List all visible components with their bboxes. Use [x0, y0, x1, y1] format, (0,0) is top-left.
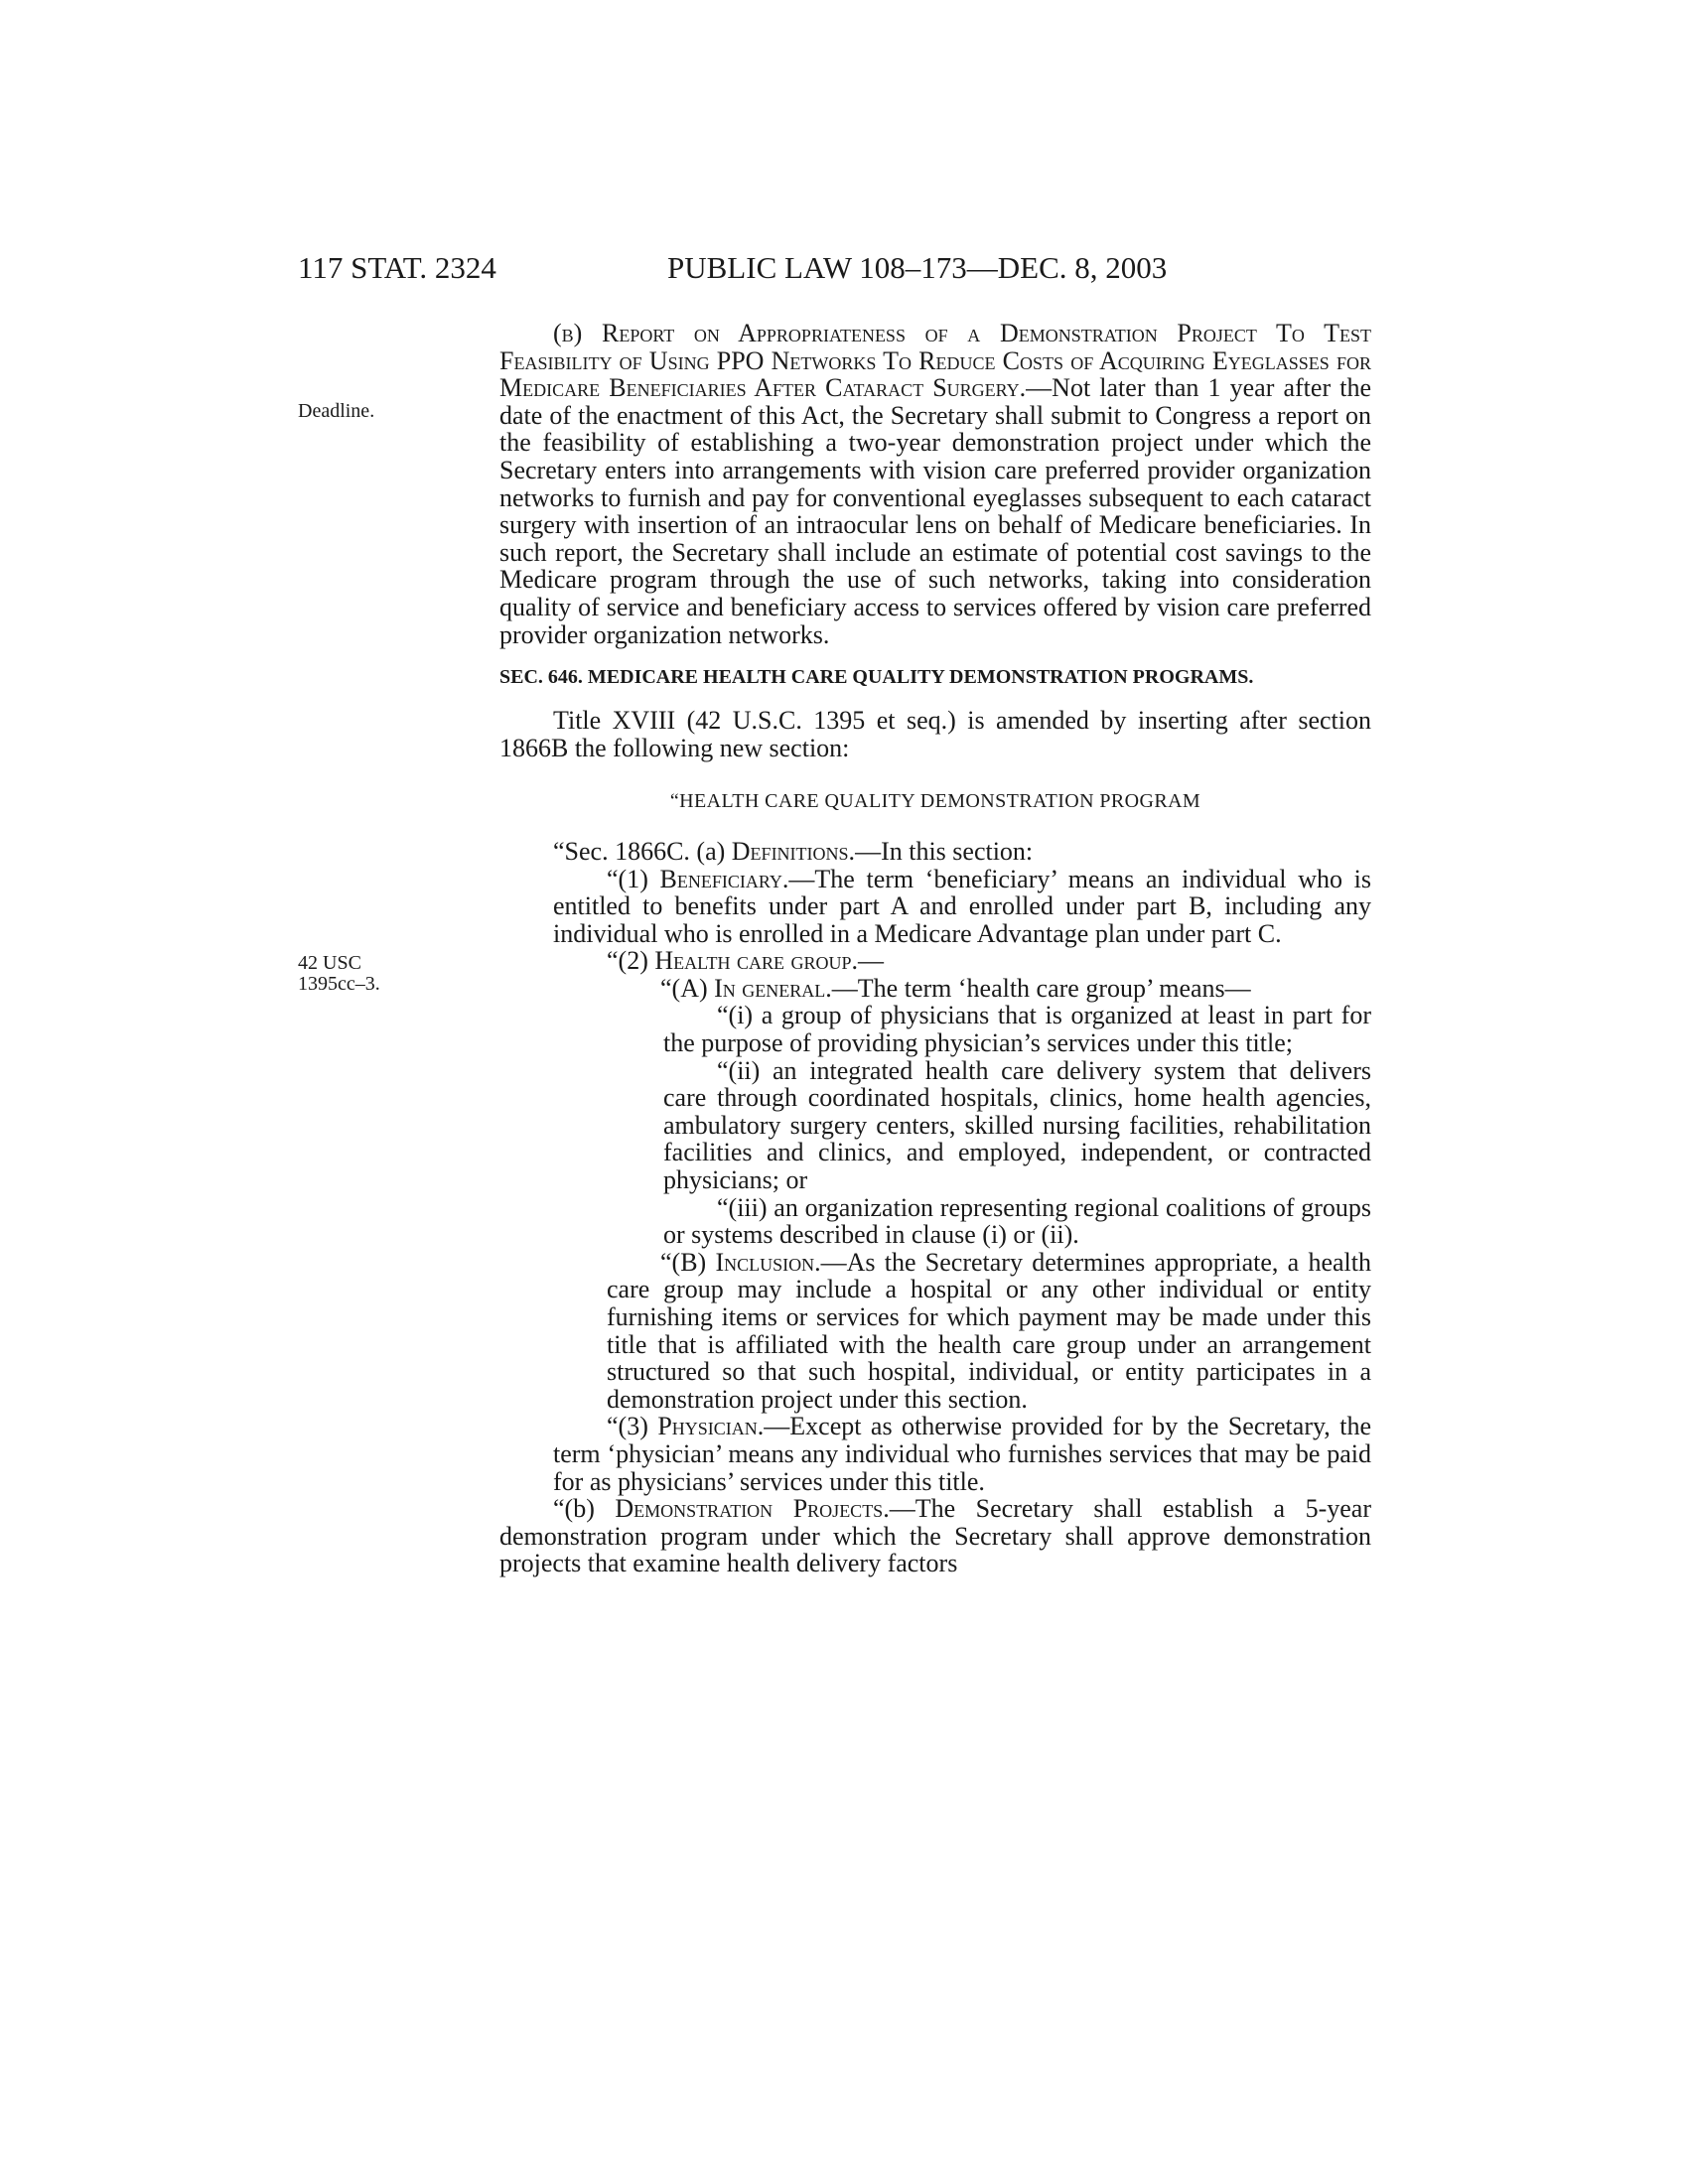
page-stat-citation: 117 STAT. 2324 [298, 250, 496, 285]
sec-1866c-definitions [499, 838, 1371, 866]
main-text-column [499, 320, 1371, 1577]
clause-iii: “(iii) an organization representing regional coalitions of groups or systems described in clause (i) or (ii). [663, 1192, 1371, 1250]
running-header: PUBLIC LAW 108–173—DEC. 8, 2003 [667, 250, 1168, 285]
subpara-A-text: —The term ‘health care group’ means— [831, 973, 1251, 1003]
para-3-lead: “(3) [607, 1412, 658, 1441]
margin-usc-line2: 1395cc–3. [298, 973, 380, 995]
definitions-heading: Definitions. [731, 836, 856, 866]
para-2-tail: — [858, 946, 884, 976]
margin-note-deadline: Deadline. [298, 400, 375, 422]
para-3-heading: Physician. [657, 1412, 765, 1441]
sec-1866c-lead: “Sec. 1866C. (a) [553, 836, 732, 866]
subsection-b-demonstration [499, 1495, 1371, 1577]
program-title: “HEALTH CARE QUALITY DEMONSTRATION PROGRAM [669, 790, 1201, 813]
section-heading: SEC. 646. MEDICARE HEALTH CARE QUALITY DEMONSTRATION PROGRAMS. [499, 666, 1254, 689]
para-1-beneficiary [499, 866, 1371, 948]
clause-ii: “(ii) an integrated health care delivery system that delivers care through coordinated hospitals, clinics, home health agencies, ambulatory surgery centers, skilled nursing facilities, rehabilitation facilities and clinics, and employed, independent, or contracted physicians; or [663, 1055, 1371, 1195]
para-2-health-care-group [499, 947, 1371, 975]
para-2-lead: “(2) [607, 946, 655, 976]
subpara-B-text: —As the Secretary determines appropriate, a health care group may include a hospital or any other individual or entity furnishing items or services for which payment may be made under this title that is affiliated with the health care group under an arrangement structured so that such hospital, individual, or entity participates in a demonstration project under this section. [607, 1247, 1371, 1414]
para-1-lead: “(1) [607, 864, 660, 893]
para-1-text: —The term ‘beneficiary’ means an individual who is entitled to benefits under part A and enrolled under part B, including any individual who is enrolled in a Medicare Advantage plan under part C. [553, 864, 1371, 948]
definitions-tail: —In this section: [855, 836, 1034, 866]
subsection-b-demo-lead: “(b) [553, 1494, 616, 1524]
para-2-heading: Health care group. [654, 946, 858, 976]
subsection-b-heading: (b) Report on Appropriateness of a Demonstration Project To Test Feasibility of Using PPO Networks To Reduce Costs of Acquiring Eyeglasses for Medicare Beneficiaries After Cataract Surgery. [499, 319, 1372, 403]
subpara-A-lead: “(A) [660, 973, 715, 1003]
subsection-b [499, 320, 1371, 648]
margin-note-usc [298, 953, 380, 995]
subpara-A-heading: In general. [714, 973, 832, 1003]
title-amendment-text: Title XVIII (42 U.S.C. 1395 et seq.) is amended by inserting after section 1866B the following new section: [499, 706, 1371, 762]
subpara-B-heading: Inclusion. [715, 1247, 821, 1277]
clause-i: “(i) a group of physicians that is organized at least in part for the purpose of providing physician’s services under this title; [663, 1001, 1371, 1058]
para-3-physician [499, 1413, 1371, 1495]
subpara-B-inclusion [499, 1249, 1371, 1414]
subsection-b-text: —Not later than 1 year after the date of the enactment of this Act, the Secretary shall submit to Congress a report on the feasibility of establishing a two-year demonstration project under which the Secretary enters into arrangements with vision care preferred provider organization networks to furnish and pay for conventional eyeglasses subsequent to each cataract surgery with insertion of an intraocular lens on behalf of Medicare beneficiaries. In such report, the Secretary shall include an estimate of potential cost savings to the Medicare program through the use of such networks, taking into consideration quality of service and beneficiary access to services offered by vision care preferred provider organization networks. [499, 373, 1371, 649]
margin-usc-line1: 42 USC [298, 952, 361, 974]
subsection-b-demo-heading: Demonstration Projects. [615, 1494, 890, 1524]
subpara-B-lead: “(B) [660, 1247, 716, 1277]
para-1-heading: Beneficiary. [659, 864, 789, 893]
subsection-b-demo-text: —The Secretary shall establish a 5-year demonstration program under which the Secretary shall approve demonstration projects that examine health delivery factors [499, 1494, 1371, 1578]
para-3-text: —Except as otherwise provided for by the Secretary, the term ‘physician’ means any individual who furnishes services that may be paid for as physicians’ services under this title. [553, 1412, 1371, 1496]
subpara-A-in-general [499, 975, 1371, 1003]
